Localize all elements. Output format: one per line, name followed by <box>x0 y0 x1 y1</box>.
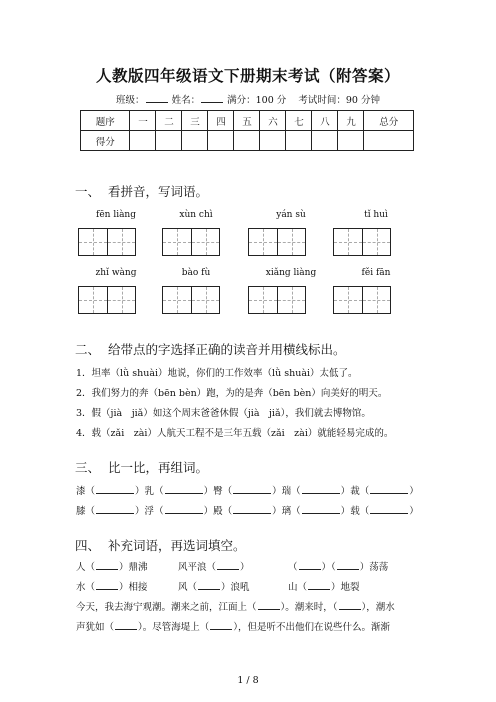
idiom-fill <box>288 579 360 593</box>
pinyin-label: xiǎng liàng <box>265 268 317 278</box>
pinyin-label: fěi fān <box>361 268 391 278</box>
idiom-text: ）鼎沸 <box>119 562 148 573</box>
section-4-heading <box>75 536 245 554</box>
score-header-cell: 一 <box>130 111 156 131</box>
question-line: 1．坦率（lǜ shuài）地说，你们的工作效率（lǜ shuài）太低了。 <box>76 368 358 379</box>
idiom-text: 山（ <box>288 582 308 593</box>
score-header-cell: 八 <box>312 111 338 131</box>
score-table-row <box>81 131 414 151</box>
answer-blank[interactable] <box>233 504 271 514</box>
page-number: 1 / 8 <box>237 675 259 686</box>
writing-box[interactable] <box>248 228 306 256</box>
compare-char: 臀 <box>213 486 223 497</box>
section-title: 看拼音，写词语。 <box>107 184 208 199</box>
idiom-text: ）浪吼 <box>221 582 250 593</box>
paragraph-text: ）。潮来时，（ <box>280 602 338 613</box>
paragraph-text: ）。尽管海堤上（ <box>138 622 210 633</box>
writing-box[interactable] <box>78 228 136 256</box>
full-score: 满分：100 分 <box>227 95 287 106</box>
score-header-cell: 三 <box>182 111 208 131</box>
section-2-heading <box>75 340 345 358</box>
pinyin-label: yán sù <box>276 210 306 220</box>
score-row-label: 得分 <box>81 131 130 151</box>
answer-blank[interactable] <box>217 560 239 570</box>
writing-box[interactable] <box>333 286 391 314</box>
answer-blank[interactable] <box>370 504 408 514</box>
pinyin-label: tǐ huì <box>364 210 388 220</box>
section-title: 补充词语，再选词填空。 <box>107 538 246 553</box>
paragraph-line <box>76 619 390 633</box>
writing-box[interactable] <box>248 286 306 314</box>
question-line: 4．载（zǎi zài）人航天工程不是三年五载（zǎi zài）就能轻易完成的。 <box>76 428 394 439</box>
page-title: 人教版四年级语文下册期末考试（附答案） <box>95 66 400 85</box>
answer-blank[interactable] <box>115 620 137 630</box>
idiom-fill <box>178 559 250 573</box>
answer-blank[interactable] <box>339 600 361 610</box>
idiom-text: 人（ <box>76 562 96 573</box>
idiom-text: 水（ <box>76 582 96 593</box>
section-number: 四、 <box>75 538 101 553</box>
compare-row: 膝（ ）浮（ ）殿（ ）璃（ ）载（ ） <box>76 506 419 517</box>
writing-box[interactable] <box>162 228 220 256</box>
score-cell[interactable] <box>338 131 364 151</box>
answer-blank[interactable] <box>302 504 340 514</box>
idiom-fill <box>288 559 388 573</box>
compare-char: 瑞 <box>281 486 292 497</box>
answer-blank[interactable] <box>299 560 321 570</box>
pinyin-label: fēn liàng <box>96 210 136 220</box>
compare-char: 殿 <box>213 506 223 517</box>
paragraph-text: ），潮水 <box>361 602 395 613</box>
score-cell[interactable] <box>130 131 156 151</box>
class-blank <box>146 93 168 103</box>
score-header-cell: 二 <box>156 111 182 131</box>
answer-blank[interactable] <box>96 560 118 570</box>
score-header-cell: 六 <box>260 111 286 131</box>
answer-blank[interactable] <box>96 484 134 494</box>
compare-char: 乳 <box>144 486 155 497</box>
paragraph-text: 声犹如（ <box>76 622 115 633</box>
idiom-fill <box>76 579 148 593</box>
section-title: 给带点的字选择正确的读音并用横线标出。 <box>107 342 346 357</box>
score-header-cell: 九 <box>338 111 364 131</box>
answer-blank[interactable] <box>233 484 271 494</box>
answer-blank[interactable] <box>96 504 134 514</box>
compare-char: 璃 <box>281 506 292 517</box>
idiom-text: （ <box>288 562 298 573</box>
paragraph-text: 今天，我去海宁观潮。潮来之前，江面上（ <box>76 602 257 613</box>
name-label: 姓名： <box>171 95 201 106</box>
score-header-cell: 题序 <box>81 111 130 131</box>
writing-box[interactable] <box>333 228 391 256</box>
answer-blank[interactable] <box>198 580 220 590</box>
score-header-cell: 总分 <box>364 111 414 131</box>
idiom-text: 风平浪（ <box>178 562 217 573</box>
answer-blank[interactable] <box>165 484 203 494</box>
writing-box[interactable] <box>78 286 136 314</box>
answer-blank[interactable] <box>96 580 118 590</box>
answer-blank[interactable] <box>370 484 408 494</box>
score-cell[interactable] <box>182 131 208 151</box>
answer-blank[interactable] <box>337 560 359 570</box>
pinyin-label: bào fù <box>181 268 211 278</box>
idiom-fill <box>178 579 250 593</box>
score-cell[interactable] <box>156 131 182 151</box>
class-label: 班级： <box>116 95 145 106</box>
question-line: 2．我们努力的奔（bēn bèn）跑，为的是奔（bēn bèn）向美好的明天。 <box>76 388 388 399</box>
pinyin-label: zhǐ wàng <box>95 268 137 278</box>
score-table-header <box>81 111 414 131</box>
section-1-heading <box>75 182 208 200</box>
answer-blank[interactable] <box>308 580 330 590</box>
idiom-fill <box>76 559 148 573</box>
score-cell[interactable] <box>312 131 338 151</box>
exam-time: 考试时间：90 分钟 <box>298 95 380 106</box>
section-3-heading <box>75 458 208 476</box>
answer-blank[interactable] <box>302 484 340 494</box>
pinyin-label: xùn chì <box>179 210 213 220</box>
compare-char: 浮 <box>144 506 155 517</box>
compare-char: 漆 <box>76 486 86 497</box>
section-title: 比一比，再组词。 <box>107 460 208 475</box>
score-header-cell: 七 <box>286 111 312 131</box>
score-cell[interactable] <box>260 131 286 151</box>
idiom-text: ）荡荡 <box>359 562 389 573</box>
idiom-text: ）（ <box>321 562 336 573</box>
idiom-text: ） <box>240 562 250 573</box>
compare-char: 载 <box>350 506 360 517</box>
paragraph-line <box>76 599 395 613</box>
score-header-cell: 五 <box>234 111 260 131</box>
compare-char: 膝 <box>76 506 86 517</box>
answer-blank[interactable] <box>165 504 203 514</box>
section-number: 三、 <box>75 460 101 475</box>
score-cell[interactable] <box>234 131 260 151</box>
idiom-text: ）地裂 <box>331 582 360 593</box>
score-table <box>80 110 414 151</box>
exam-info <box>0 92 496 106</box>
score-cell[interactable] <box>208 131 234 151</box>
section-number: 二、 <box>75 342 101 357</box>
writing-box[interactable] <box>162 286 220 314</box>
answer-blank[interactable] <box>210 620 232 630</box>
paragraph-text: ），但是听不出他们在说些什么。渐渐 <box>233 622 391 633</box>
score-cell[interactable] <box>364 131 414 151</box>
idiom-text: ）相接 <box>119 582 148 593</box>
name-blank <box>201 93 223 103</box>
section-number: 一、 <box>75 184 101 199</box>
score-header-cell: 四 <box>208 111 234 131</box>
compare-char: 裁 <box>350 486 360 497</box>
question-line: 3．假（jià jiǎ）如这个周末爸爸休假（jià jiǎ），我们就去博物馆。 <box>76 408 371 419</box>
compare-row: 漆（ ）乳（ ）臀（ ）瑞（ ）裁（ ） <box>76 486 419 497</box>
answer-blank[interactable] <box>258 600 280 610</box>
score-cell[interactable] <box>286 131 312 151</box>
idiom-text: 风（ <box>178 582 198 593</box>
